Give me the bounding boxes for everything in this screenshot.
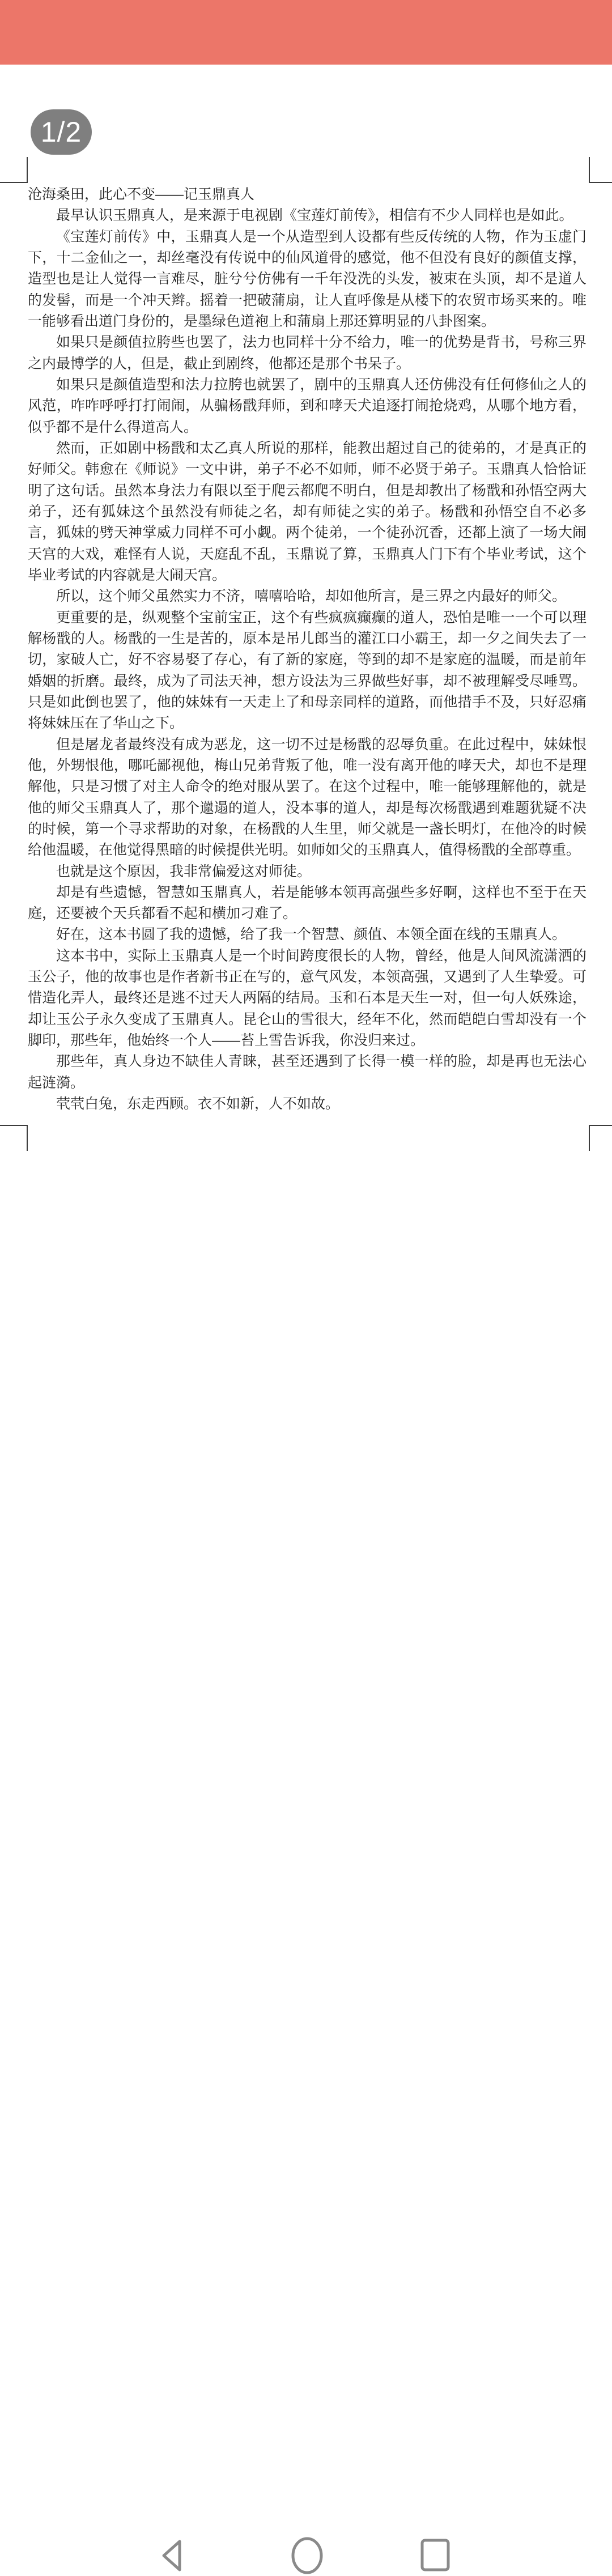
- navigation-bar: [0, 1258, 612, 1326]
- crop-corner-top-right: [589, 157, 612, 183]
- paragraph: 那些年，真人身边不缺佳人青睐，甚至还遇到了长得一模一样的脸，却是再也无法心起涟漪。: [28, 1053, 586, 1091]
- home-button[interactable]: [290, 2535, 324, 2576]
- page-indicator-badge: [31, 109, 92, 155]
- paragraph: 好在，这本书圆了我的遗憾，给了我一个智慧、颜值、本领全面在线的玉鼎真人。: [56, 926, 567, 943]
- paragraph: 如果只是颜值拉胯些也罢了，法力也同样十分不给力，唯一的优势是背书，号称三界之内最博学的人，但是，截止到剧终，他都还是那个书呆子。: [28, 334, 586, 372]
- top-accent-bar: [0, 0, 612, 65]
- paragraph: 《宝莲灯前传》中，玉鼎真人是一个从造型到人设都有些反传统的人物，作为玉虚门下，十二金仙之一，却丝毫没有传说中的仙风道骨的感觉，他不但没有良好的颜值支撑，造型也是让人觉得一言难尽，脏兮兮仿佛有一千年没洗的头发，被束在头顶，却不是道人的发髻，而是一个冲天辫。摇着一把破蒲扇，让人直呼像是从楼下的农贸市场买来的。唯一能够看出道门身份的，是墨绿色道袍上和蒲扇上那还算明显的八卦图案。: [28, 228, 586, 329]
- paragraph: 茕茕白兔，东走西顾。衣不如新，人不如故。: [56, 1096, 340, 1112]
- crop-corner-bottom-right: [589, 1125, 612, 1151]
- paragraph: 更重要的是，纵观整个宝前宝正，这个有些疯疯癫癫的道人，恐怕是唯一一个可以理解杨戬的人。杨戬的一生是苦的，原本是吊儿郎当的灌江口小霸王，却一夕之间失去了一切，家破人亡，好不容易娶了存心，有了新的家庭，等到的却不是家庭的温暖，而是前年婚姻的折磨。最终，成为了司法天神，想方设法为三界做些好事，却不被理解受尽唾骂。只是如此倒也罢了，他的妹妹有一天走上了和母亲同样的道路，而他措手不及，只好忍痛将妹妹压在了华山之下。: [28, 609, 586, 732]
- paragraph: 却是有些遗憾，智慧如玉鼎真人，若是能够本领再高强些多好啊，这样也不至于在天庭，还要被个天兵都看不起和横加刁难了。: [28, 884, 586, 922]
- document-title: 沧海桑田，此心不变——记玉鼎真人: [28, 186, 255, 202]
- crop-corner-top-left: [0, 157, 28, 183]
- recents-button[interactable]: [420, 2538, 450, 2572]
- back-icon: [159, 2537, 191, 2574]
- document-page: [28, 184, 586, 1115]
- home-icon: [290, 2535, 324, 2576]
- paragraph: 所以，这个师父虽然实力不济，嘻嘻哈哈，却如他所言，是三界之内最好的师父。: [56, 588, 567, 605]
- paragraph: 这本书中，实际上玉鼎真人是一个时间跨度很长的人物，曾经，他是人间风流潇洒的玉公子，他的故事也是作者新书正在写的，意气风发，本领高强，又遇到了人生挚爱。可惜造化弄人，最终还是逃不过天人两隔的结局。玉和石本是天生一对，但一句人妖殊途，却让玉公子永久变成了玉鼎真人。昆仑山的雪很大，经年不化，然而皑皑白雪却没有一个脚印，那些年，他始终一个人——苔上雪告诉我，你没归来过。: [28, 947, 586, 1049]
- recents-icon: [420, 2538, 450, 2572]
- paragraph: 然而，正如剧中杨戬和太乙真人所说的那样，能教出超过自己的徒弟的，才是真正的好师父。韩愈在《师说》一文中讲，弟子不必不如师，师不必贤于弟子。玉鼎真人恰恰证明了这句话。虽然本身法力有限以至于爬云都爬不明白，但是却教出了杨戬和孙悟空两大弟子，还有狐妹这个虽然没有师徒之名，却有师徒之实的弟子。杨戬和孙悟空自不必多言，狐妹的劈天神掌威力同样不可小觑。两个徒弟，一个徒孙沉香，还都上演了一场大闹天宫的大戏，难怪有人说，天庭乱不乱，玉鼎说了算，玉鼎真人门下有个毕业考试，这个毕业考试的内容就是大闹天宫。: [28, 440, 586, 583]
- crop-corner-bottom-left: [0, 1125, 28, 1151]
- paragraph: 如果只是颜值造型和法力拉胯也就罢了，剧中的玉鼎真人还仿佛没有任何修仙之人的风范，咋咋呼呼打打闹闹，从骗杨戬拜师，到和哮天犬追逐打闹抢烧鸡，从哪个地方看，似乎都不是什么得道高人。: [28, 376, 586, 435]
- paragraph: 最早认识玉鼎真人，是来源于电视剧《宝莲灯前传》，相信有不少人同样也是如此。: [56, 207, 573, 224]
- page-indicator-label: 1/2: [40, 116, 82, 148]
- paragraph: 也就是这个原因，我非常偏爱这对师徒。: [56, 863, 312, 879]
- paragraph: 但是屠龙者最终没有成为恶龙，这一切不过是杨戬的忍辱负重。在此过程中，妹妹恨他，外甥恨他，哪吒鄙视他，梅山兄弟背叛了他，唯一没有离开他的哮天犬，却也不是理解他，只是习惯了对主人命令的绝对服从罢了。在这个过程中，唯一能够理解他的，就是他的师父玉鼎真人了，那个邋遢的道人，没本事的道人，却是每次杨戬遇到难题犹疑不决的时候，第一个寻求帮助的对象，在杨戬的人生里，师父就是一盏长明灯，在他冷的时候给他温暖，在他觉得黑暗的时候提供光明。如师如父的玉鼎真人，值得杨戬的全部尊重。: [28, 736, 586, 858]
- back-button[interactable]: [159, 2537, 191, 2574]
